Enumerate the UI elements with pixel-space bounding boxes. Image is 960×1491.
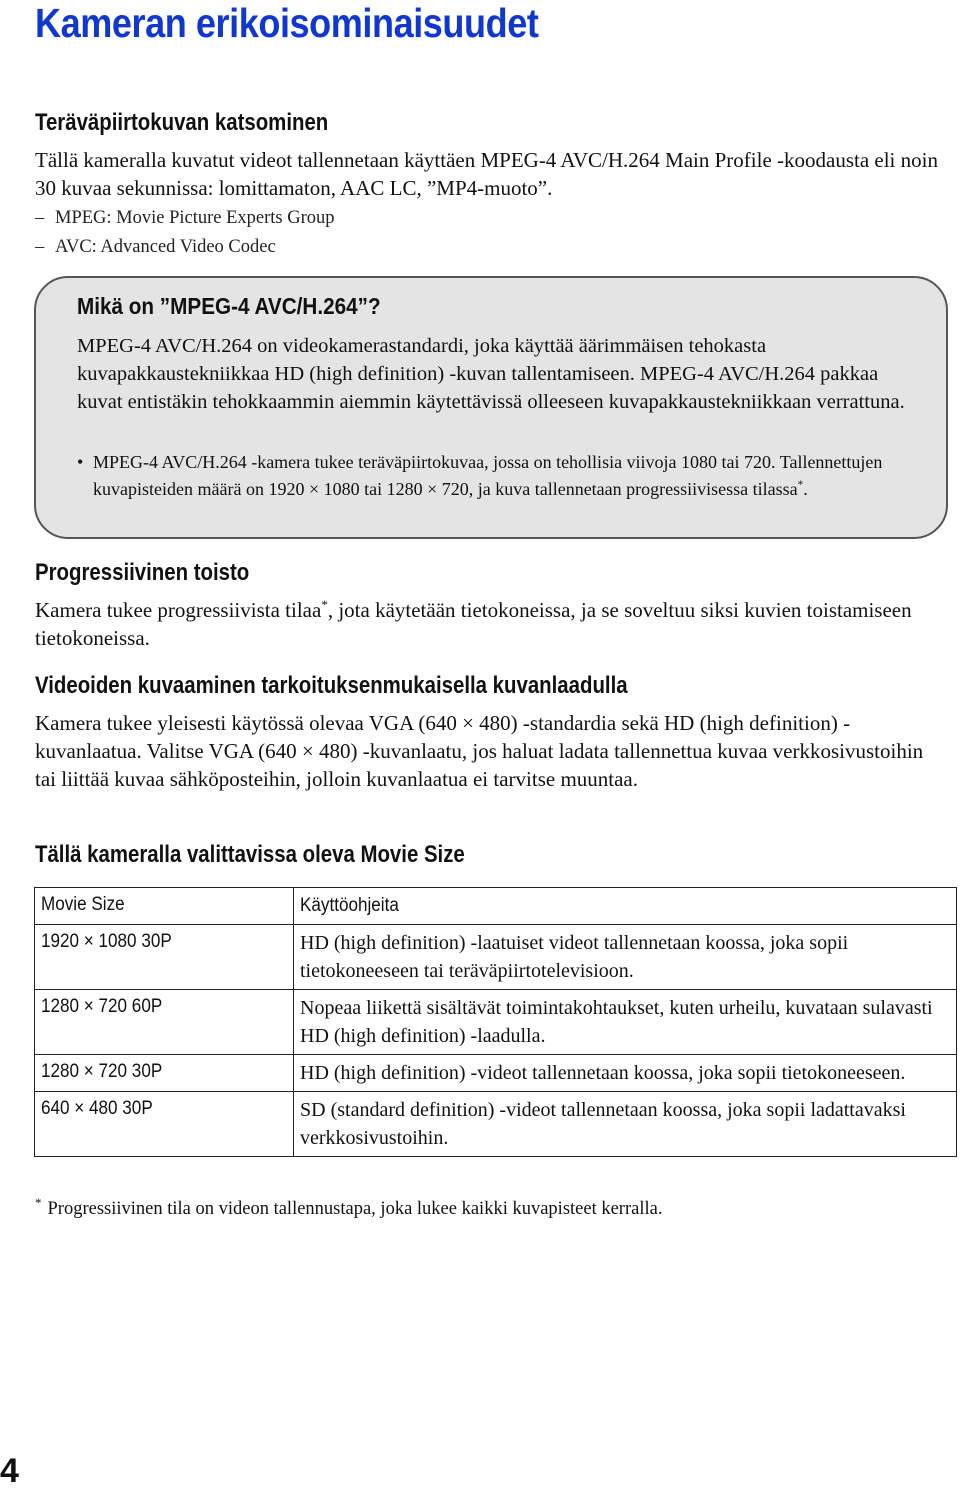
section-heading-hd-viewing: Teräväpiirtokuvan katsominen [35,109,329,136]
section-quality-text: Kamera tukee yleisesti käytössä olevaa VGA (640 × 480) -standardia sekä HD (high definition) -kuvanlaatua. Valitse VGA (640 × 480) -kuvanlaatu, jos haluat ladata tallennettua kuvaa verkkosivustoihin tai liittää kuvaa sähköposteihin, jolloin kuvanlaatua ei tarvitse muuntaa. [35,711,924,791]
info-box-bullet-text: MPEG-4 AVC/H.264 -kamera tukee teräväpiirtokuvaa, jossa on tehollisia viivoja 1080 tai 720. Tallennettujen kuvapisteiden määrä on 1920 × 1080 tai 1280 × 720, ja kuva tallennetaan progressiivisessa tilassa*. [93,452,883,499]
table-cell-usage: HD (high definition) -videot tallennetaan koossa, joka sopii tietokoneeseen. [294,1055,957,1092]
section-heading-quality: Videoiden kuvaaminen tarkoituksenmukaisella kuvanlaadulla [35,672,628,699]
table-cell-usage: Nopeaa liikettä sisältävät toimintakohtaukset, kuten urheilu, kuvataan sulavasti HD (high definition) -laadulla. [294,990,957,1055]
table-cell-size: 640 × 480 30P [35,1092,294,1157]
info-box-text: MPEG-4 AVC/H.264 on videokamerastandardi, joka käyttää äärimmäisen tehokasta kuvapakkaustekniikkaa HD (high definition) -kuvan tallentamiseen. MPEG-4 AVC/H.264 pakkaa kuvat entistäkin tehokkaammin aiemmin käytettävissä olleeseen kuvapakkaustekniikkaan verrattuna. [77,335,905,413]
table-row [35,990,957,1055]
footnote [35,1190,662,1222]
table-header-usage: Käyttöohjeita [294,888,957,925]
movie-size-table [34,887,957,1157]
footnote-mark: * [35,1195,42,1210]
info-box-heading: Mikä on ”MPEG-4 AVC/H.264”? [77,293,381,319]
bullet-icon: • [77,452,84,472]
table-cell-size: 1280 × 720 60P [35,990,294,1055]
dash-mark: – [35,237,45,257]
dash-mark: – [35,208,45,228]
table-cell-size: 1280 × 720 30P [35,1055,294,1092]
section-heading-movie-size: Tällä kameralla valittavissa oleva Movie Size [35,841,465,868]
dash-item-text: MPEG: Movie Picture Experts Group [55,208,335,228]
table-row [35,1092,957,1157]
table-header-row [35,888,957,925]
page-number: 4 [0,1452,19,1490]
dash-item-avc [35,233,276,261]
footnote-text: Progressiivinen tila on videon tallennustapa, joka lukee kaikki kuvapisteet kerralla. [47,1199,663,1220]
table-cell-usage: HD (high definition) -laatuiset videot tallennetaan koossa, joka sopii tietokoneeseen tai teräväpiirtotelevisioon. [294,925,957,990]
info-box-bullet [77,449,927,503]
table-row [35,1055,957,1092]
page-title: Kameran erikoisominaisuudet [35,0,539,46]
section-heading-progressive: Progressiivinen toisto [35,559,250,586]
table-cell-size: 1920 × 1080 30P [35,925,294,990]
table-row [35,925,957,990]
dash-item-text: AVC: Advanced Video Codec [55,237,276,257]
section-hd-viewing-text: Tällä kameralla kuvatut videot tallennetaan käyttäen MPEG-4 AVC/H.264 Main Profile -koodausta eli noin 30 kuvaa sekunnissa: lomittamaton, AAC LC, ”MP4-muoto”. [35,148,938,200]
section-progressive-text: Kamera tukee progressiivista tilaa*, jota käytetään tietokoneissa, ja se soveltuu siksi kuvien toistamiseen tietokoneissa. [35,597,912,650]
table-header-movie-size: Movie Size [35,888,294,925]
dash-item-mpeg [35,204,335,232]
table-cell-usage: SD (standard definition) -videot tallennetaan koossa, joka sopii ladattavaksi verkkosivustoihin. [294,1092,957,1157]
